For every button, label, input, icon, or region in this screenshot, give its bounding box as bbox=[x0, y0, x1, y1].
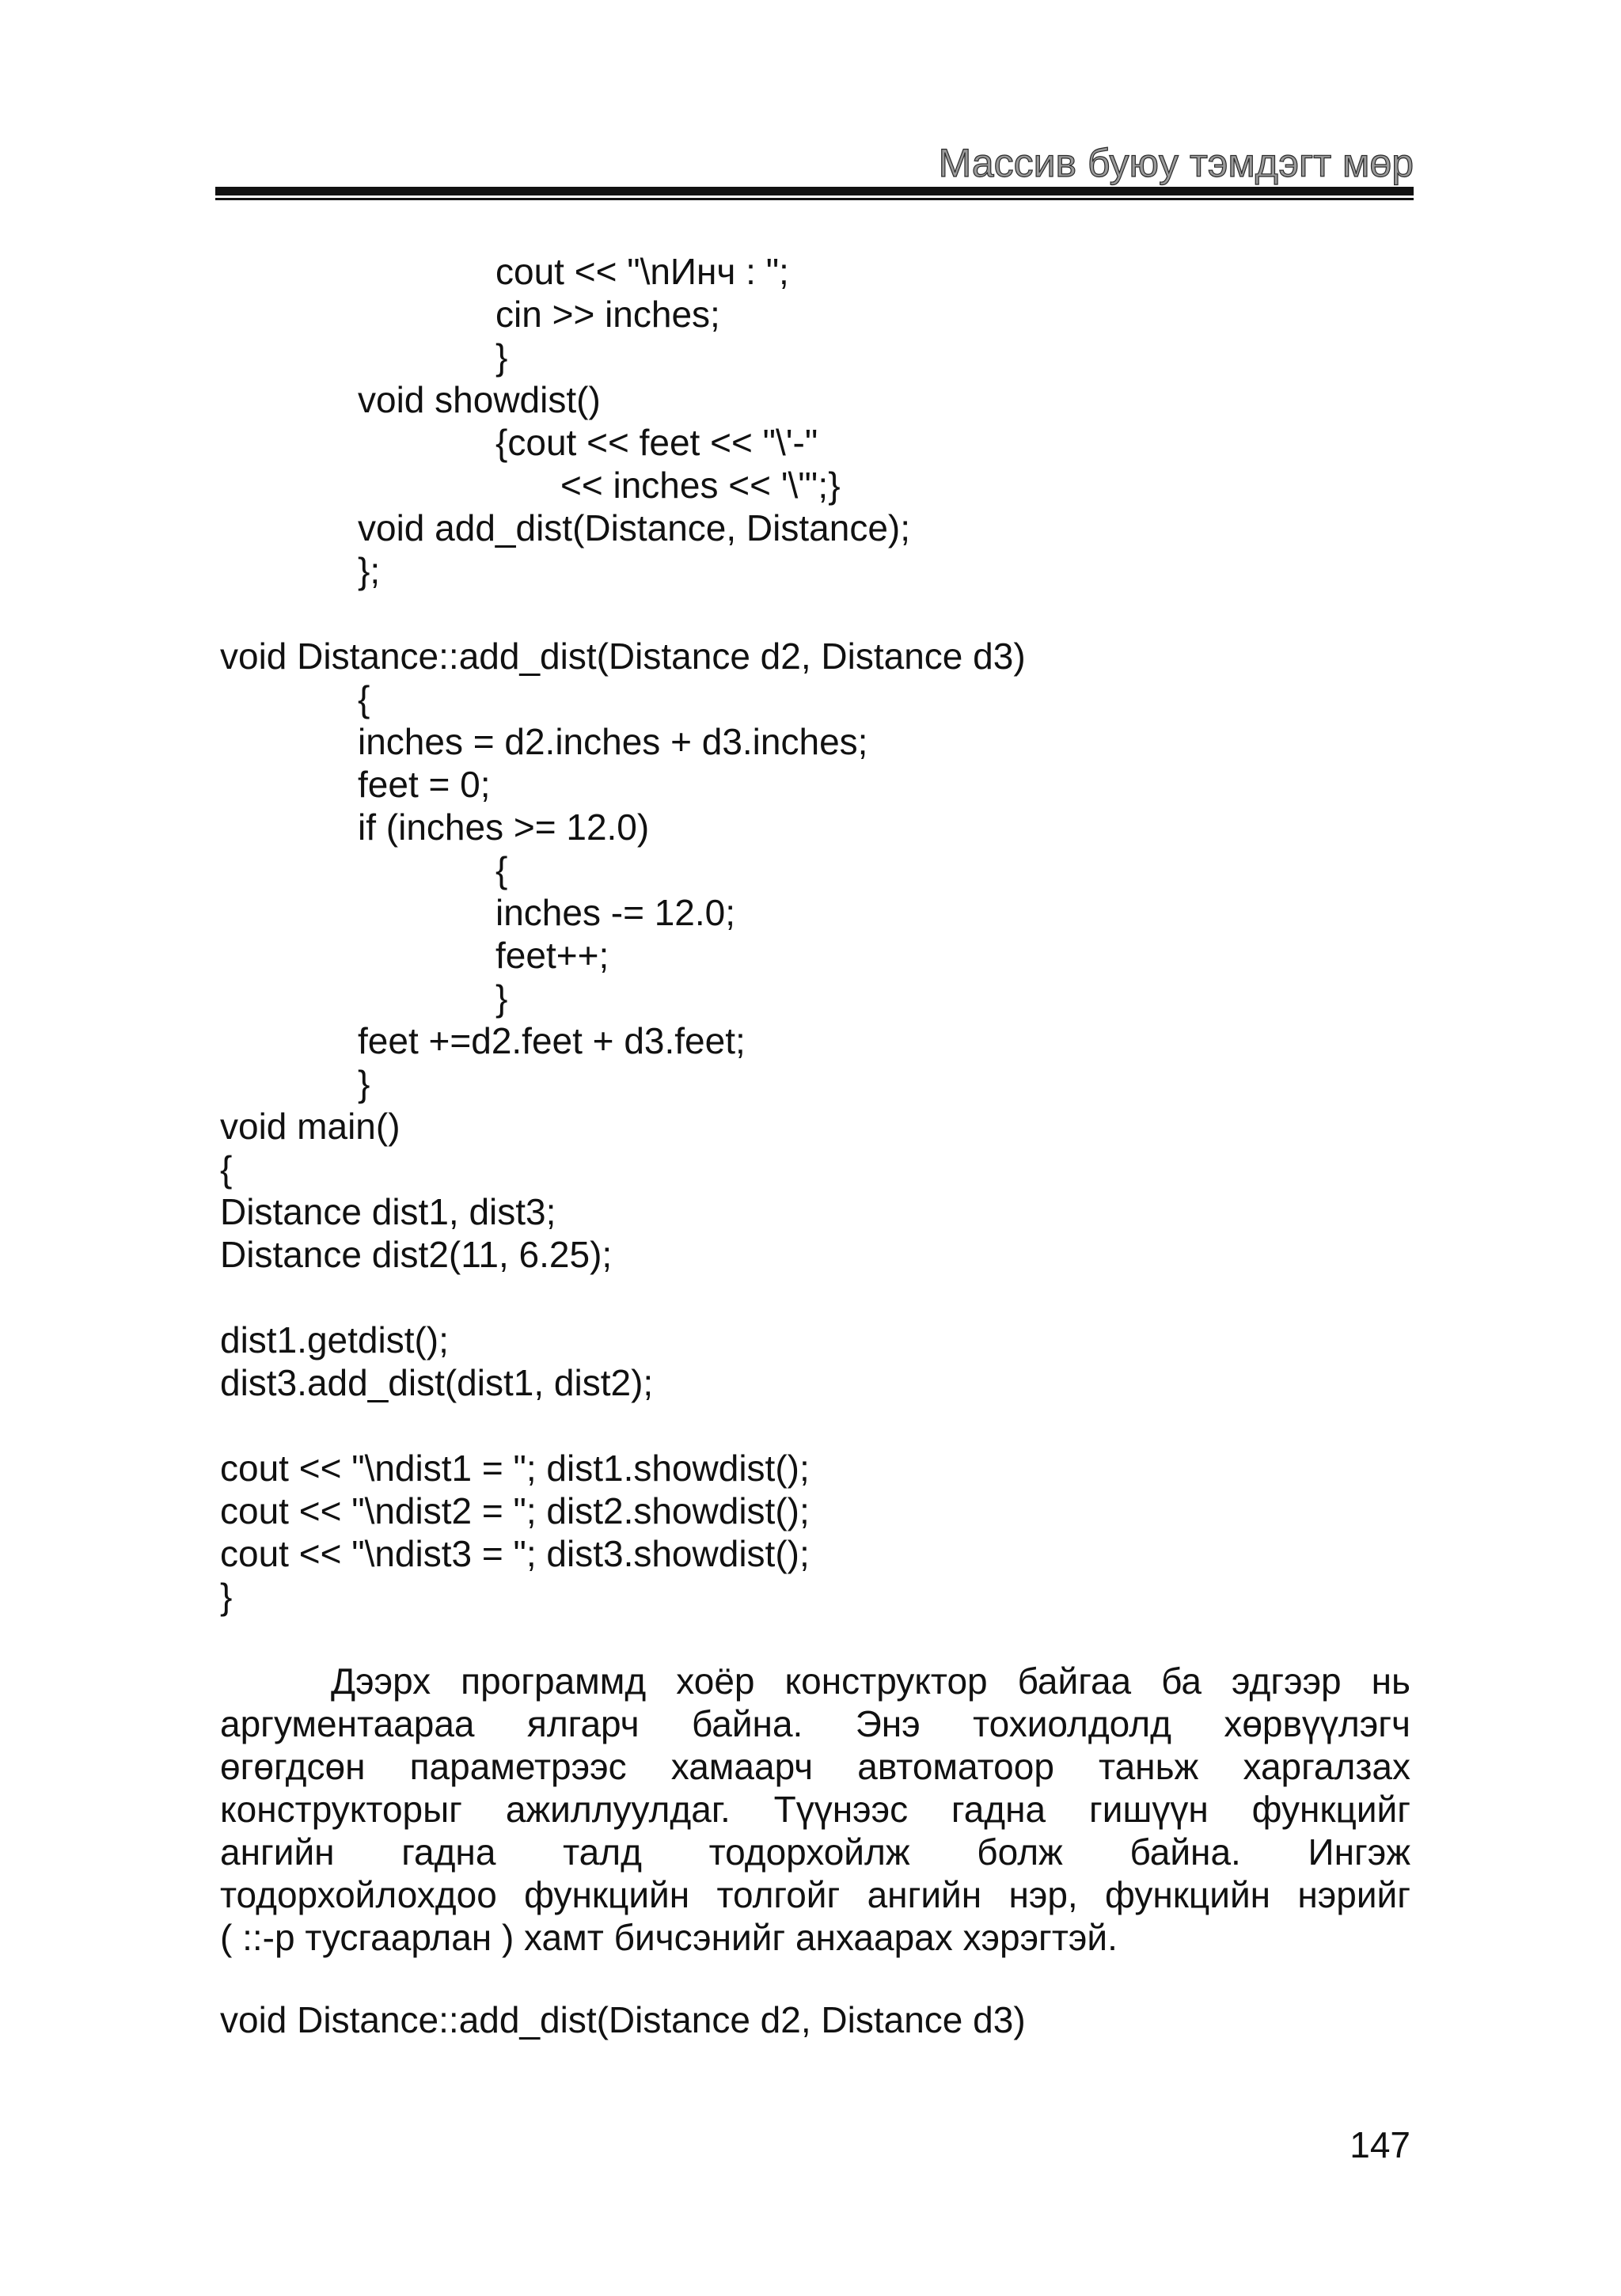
code-line: dist1.getdist(); bbox=[220, 1319, 449, 1361]
code-line: void showdist() bbox=[358, 379, 601, 420]
code-line: dist3.add_dist(dist1, dist2); bbox=[220, 1362, 654, 1403]
body-paragraph bbox=[220, 1660, 1410, 1959]
code-line: } bbox=[220, 1576, 233, 1617]
code-line: cout << "\nИнч : "; bbox=[495, 251, 789, 292]
paragraph-line: тодорхойлохдоо функцийн толгойг ангийн нэр, функцийн нэрийг bbox=[220, 1874, 1410, 1915]
code-line: void Distance::add_dist(Distance d2, Distance d3) bbox=[220, 636, 1026, 677]
paragraph-line: Дээрх программд хоёр конструктор байгаа ба эдгээр нь bbox=[331, 1660, 1410, 1702]
paragraph-line: аргументаараа ялгарч байна. Энэ тохиолдолд хөрвүүлэгч bbox=[220, 1703, 1410, 1744]
code-line: cout << "\ndist2 = "; dist2.showdist(); bbox=[220, 1490, 810, 1531]
paragraph-line: өгөгдсөн параметрээс хамаарч автоматоор таньж харгалзах bbox=[220, 1746, 1410, 1787]
code-line: << inches << '\"';} bbox=[560, 465, 841, 506]
running-header-title: Массив буюу тэмдэгт мөр bbox=[938, 141, 1414, 185]
code-line: inches -= 12.0; bbox=[495, 892, 736, 933]
code-line: feet +=d2.feet + d3.feet; bbox=[358, 1020, 746, 1061]
code-line: Distance dist1, dist3; bbox=[220, 1191, 556, 1232]
header-rule-thin bbox=[215, 198, 1414, 200]
code-line: } bbox=[358, 1063, 370, 1104]
code-line: void main() bbox=[220, 1106, 401, 1147]
code-line: { bbox=[495, 849, 508, 890]
code-line: if (inches >= 12.0) bbox=[358, 806, 650, 848]
code-line: {cout << feet << "\'-" bbox=[495, 422, 818, 463]
code-line: cout << "\ndist1 = "; dist1.showdist(); bbox=[220, 1448, 810, 1489]
code-line: inches = d2.inches + d3.inches; bbox=[358, 721, 868, 762]
trailing-code-line: void Distance::add_dist(Distance d2, Distance d3) bbox=[220, 1999, 1026, 2040]
code-line: cout << "\ndist3 = "; dist3.showdist(); bbox=[220, 1533, 810, 1574]
page-number: 147 bbox=[1350, 2124, 1410, 2165]
code-line: { bbox=[358, 678, 370, 719]
code-line: }; bbox=[358, 550, 381, 591]
paragraph-line: ангийн гадна талд тодорхойлж болж байна. Ингэж bbox=[220, 1831, 1410, 1873]
code-line: } bbox=[495, 336, 508, 378]
code-line: feet = 0; bbox=[358, 764, 491, 805]
code-line: { bbox=[220, 1148, 233, 1190]
paragraph-line: конструкторыг ажиллуулдаг. Түүнээс гадна гишүүн функцийг bbox=[220, 1789, 1410, 1830]
code-line: feet++; bbox=[495, 935, 609, 976]
code-line: } bbox=[495, 977, 508, 1019]
code-line: void add_dist(Distance, Distance); bbox=[358, 507, 910, 548]
paragraph-line: ( ::-р тусгаарлан ) хамт бичсэнийг анхаарах хэрэгтэй. bbox=[220, 1917, 1118, 1958]
header-rule-thick bbox=[215, 187, 1414, 195]
code-line: cin >> inches; bbox=[495, 294, 720, 335]
code-line: Distance dist2(11, 6.25); bbox=[220, 1234, 613, 1275]
